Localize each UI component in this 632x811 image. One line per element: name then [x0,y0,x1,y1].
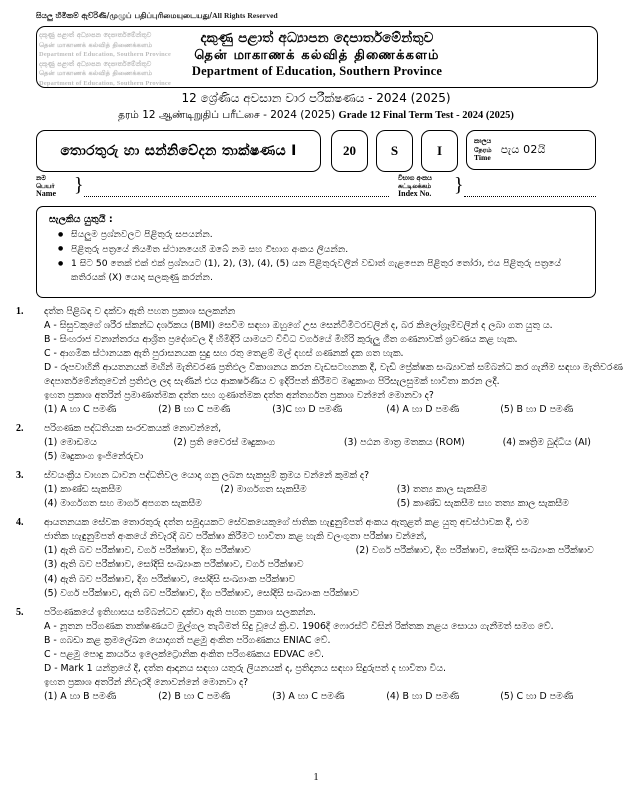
question-3-option-1[interactable]: (1) කාණ්ඩ සැකසීම [44,483,122,495]
question-2-option-5[interactable]: (5) මෘදුකාංග ඉංජිනේරුවා [44,451,144,462]
question-4-options [0,544,632,602]
question-1-option-2[interactable]: (2) B හා C පමණි [158,404,231,415]
department-titles [37,27,597,79]
question-1-statement-d: D - රූපවාහිනී ආයතනයක් මඟින් මැතිවරණ ප්‍රතිඵල විකාශනය කරන වැඩසටහනක දී, වැඩි ප්‍රේක්ෂක සංඛ්‍යාවක් සම්බන්ධ කර ගැනීම සඳහා මැතිවරණ දෙපාර්තමේන්තුවෙන් ප්‍රතිඵල ලද සැණින් එය ආකර්ෂණීය ව ඉදිරිපත් කිරීමට මෘදුකාංග පිරිසැලසුමක් භාවිතා කරන ලදී. [44,362,623,387]
paper-code-box-3: I [421,130,458,172]
question-2-options [0,436,632,465]
question-2-number: 2. [16,422,24,434]
rights-tamil: முழுப் பதிப்புரிமையுடையது/ [109,11,213,20]
watermark-row-ta-1: தென் மாகாணக் கல்வித் திணைக்களம் [39,40,153,49]
question-5-tail: ඉහත ප්‍රකාශ අතරින් නිවැරදි නොවන්නේ මොනවා ද? [44,676,249,688]
question-5-statement-d: D - Mark 1 යන්ත්‍රයේ දී, දත්ත ආදානය සඳහා යතුරු ලියනයක් ද, ප්‍රතිදානය සඳහා සිදුරුපත් ද භාවිතා විය. [44,662,446,674]
question-1-options [0,403,632,418]
question-4-option-4[interactable]: (4) ඇති බව පරීක්ෂාව, දිග පරීක්ෂාව, සෝදිසි සංඛ්‍යාංක පරීක්ෂාව [44,573,296,585]
question-3 [0,469,632,512]
question-4-header [0,516,632,530]
question-4-option-3[interactable]: (3) ඇති බව පරීක්ෂාව, සෝදිසි සංඛ්‍යාංක පරීක්ෂාව, වර්ග පරීක්ෂාව [44,559,304,570]
question-5 [0,606,632,705]
question-2-header [0,422,632,436]
question-2-option-2[interactable]: (2) ප්‍රති වෛරස් මෘදුකාංග [173,436,275,448]
question-1-option-4[interactable]: (4) A හා D පමණි [386,404,460,415]
question-5-statement-a: A - නූතන පරිගණක තාක්ෂණයට මුල්ගල තැබීමත් සිදු වූයේ ක්‍රි.ව. 1906දී ෆොරස්ට් විසින් රික්තක නළය සොයා ගැනීමත් සමග වේ. [44,620,554,632]
question-5-option-5[interactable]: (5) C හා D පමණි [500,690,574,702]
time-value: පැය 02යි [500,143,546,156]
question-3-option-3[interactable]: (3) තත්‍ය කාල සැකසීම [396,483,488,495]
question-4-option-1[interactable]: (1) ඇති බව පරීක්ෂාව, වර්ග පරීක්ෂාව, දිග පරීක්ෂාව [44,544,251,556]
watermark-row-si-2: දකුණු පළාත් අධ්‍යාපන දෙපාර්තමේන්තුව [39,59,152,68]
question-4-number: 4. [16,516,24,528]
name-label-sinhala: නම [36,174,46,182]
rights-sinhala: සියලු හිමිකම් ඇව්රිණි/ [36,11,110,20]
question-3-option-2[interactable]: (2) මාර්ගගත සැකසීම [220,483,307,495]
department-banner [36,26,598,88]
index-label-sinhala: විභාග අංකය [398,174,432,182]
question-5-stem: පරිගණකයේ ඉතිහාසය සම්බන්ධව දක්වා ඇති පහත ප්‍රකාශ සලකන්න. [44,606,316,618]
question-1-option-5[interactable]: (5) B හා D පමණි [500,404,574,415]
question-2-option-3[interactable]: (3) පඨන මාත්‍ර මතකය (ROM) [343,436,465,448]
watermark-row-ta-2: தென் மாகாணக் கல்வித் திணைக்களம் [39,69,153,78]
page-number: 1 [313,772,319,783]
question-1-statement-b: B - සිංහරාජ වනාන්තරය ආශ්‍රිත ප්‍රදේශවල දී හිමිදිරි යාමයට විවිධ වර්ගයේ මිහිරි කුරුලු ගීත ගණනාවක් ශ්‍රවණය කළ හැක. [44,334,518,345]
question-4-option-5[interactable]: (5) වර්ග පරීක්ෂාව, ඇති බව පරීක්ෂාව, දිග පරීක්ෂාව, සෝදිසි සංඛ්‍යාංක පරීක්ෂාව [44,588,360,599]
index-label-english: Index No. [398,189,432,198]
question-3-number: 3. [16,469,24,481]
question-5-statement-b: B - ගබඩා කළ ක්‍රමලේඛන යොදාගත් පළමු අංකිත පරිගණකය ENIAC වේ. [44,634,331,646]
instruction-item: ● පිළිතුරු පත්‍රයේ නියමිත ස්ථානයෙහි ඔබේ නම සහ විභාග අංකය ලියන්න. [71,243,585,257]
instructions-title: සැලකිය යුතුයි : [49,214,113,225]
subject-code-row [36,130,596,172]
name-input[interactable] [84,196,389,197]
question-5-option-1[interactable]: (1) A හා B පමණි [44,690,117,702]
instructions-box [36,206,596,298]
index-number-input[interactable] [464,196,596,197]
question-2 [0,422,632,465]
exam-title-english: Grade 12 Final Term Test - 2024 (2025) [338,110,514,121]
question-1-stem: දත්ත පිළිබඳ ව දක්වා ඇති පහත ප්‍රකාශ සලකන්න [44,306,236,317]
subject-title-box: තොරතුරු හා සන්නිවේදන තාක්ෂණය I [36,130,321,172]
question-1-option-1[interactable]: (1) A හා C පමණි [44,404,117,415]
exam-title-sinhala: 12 ශ්‍රේණිය අවසාන වාර පරීක්ෂණය - 2024 (2025) [181,91,451,105]
paper-code-box-2: S [376,130,413,172]
question-5-statement-c: C - පළමු පොදු කාර්යය ඉලෙක්ට්‍රොනික අංකිත පරිගණකය EDVAC වේ. [44,648,324,660]
question-5-header [0,606,632,620]
watermark-row-si-1: දකුණු පළාත් අධ්‍යාපන දෙපාර්තමේන්තුව [39,31,152,39]
instruction-item: ● 1 සිට 50 තෙක් එක් එක් ප්‍රශ්නයට (1), 2), (3), (4), (5) යන පිළිතුරුවලින් වඩාත් ගැළපෙන පිළිතුර තෝරා, එය පිළිතුරු පත්‍රයේ කතිරයක් (X) යොදා සලකුණු කරන්න. [71,257,585,284]
watermark-row-en-2: Department of Education, Southern Province [39,79,172,87]
question-3-options [0,483,632,512]
question-4-stem-continued: ජාතික හැඳුනුම්පත් අංකයේ නිවැරදි බව පරීක්ෂා කිරීමට භාවිතා කළ හැකි වලංගුතා පරීක්ෂා වන්නේ, [44,530,427,542]
question-2-option-1[interactable]: (1) මොඩමය [44,436,97,448]
questions-container [0,305,632,708]
candidate-details-row [36,174,596,200]
question-1-header [0,305,632,319]
question-5-number: 5. [16,606,24,618]
department-title-sinhala: දකුණු පළාත් අධ්‍යාපන දෙපාර්තමේන්තුව [200,30,434,46]
question-2-stem: පරිගණක පද්ධතියක සංරචකයක් නොවන්නේ, [44,422,222,434]
question-4-stem: ආයතනයක සේවක තොරතුරු දත්ත සමුදායකට සේවකයෙකුගේ ජාතික හැඳුනුම්පත් අංකය ඇතුළත් කළ යුතු අවස්ථාවක දී, එම [44,516,529,528]
department-title-english: Department of Education, Southern Province [191,64,443,78]
department-title-tamil: தென் மாகாணக் கல்வித் திணைக்களம் [194,48,440,63]
question-1-option-3[interactable]: (3)C හා D පමණි [272,404,343,415]
index-brace-icon: } [454,174,464,196]
question-1-number: 1. [16,306,24,317]
rights-english: All Rights Reserved [212,11,278,20]
question-1-tail: ඉහත ප්‍රකාශ අතරින් ප්‍රමාණාත්මක දත්ත සහ ගුණාත්මක දත්ත අන්තර්ගත ප්‍රකාශ වන්නේ මොනවා ද? [44,390,434,401]
instruction-item: ● සියලුම ප්‍රශ්නවලට පිළිතුරු සපයන්න. [71,228,585,242]
question-5-option-3[interactable]: (3) A හා C පමණි [272,690,345,702]
question-5-option-2[interactable]: (2) B හා C පමණි [158,690,231,702]
time-label-tamil: நேரம் [474,145,492,154]
question-5-options [0,690,632,705]
question-4 [0,516,632,602]
question-3-header [0,469,632,483]
question-1-statement-c: C - ආගමික ස්ථානයක ඇති පුරාසනයක සුදු සහ රතු තෙළම් මල් දහස් ගණනක් දැක ගත හැක. [44,348,404,359]
time-labels [474,137,492,162]
index-number-label [398,174,432,198]
question-3-option-5[interactable]: (5) කාණ්ඩ සැකසීම සහ තත්‍ය කාල සැකසීම [396,498,569,509]
name-label-tamil: பெயர் [36,182,55,190]
instructions-list [49,228,585,284]
time-label-sinhala: කාලය [474,137,492,146]
question-1 [0,305,632,418]
question-3-option-4[interactable]: (4) මාර්ගගත සහ මාර්ග අපගත සැකසීම [44,498,202,509]
name-label [36,174,56,198]
name-label-english: Name [36,189,56,198]
question-4-option-2[interactable]: (2) වර්ග පරීක්ෂාව, දිග පරීක්ෂාව, සෝදිසි සංඛ්‍යාංක පරීක්ෂාව [355,544,594,556]
question-5-option-4[interactable]: (4) B හා D පමණි [386,690,460,702]
index-label-tamil: சுட்டிலக்கம் [398,182,431,190]
exam-title-tamil-english [0,108,632,123]
exam-title-tamil: தரம் 12 ஆண்டிறுதிப் பரீட்சை - 2024 (2025) [118,109,336,121]
all-rights-reserved-line [36,11,596,21]
watermark-row-en-1: Department of Education, Southern Province [39,51,172,59]
question-2-option-4[interactable]: (4) කෘත්‍රිම බුද්ධිය (AI) [502,436,591,448]
time-allowed-box [466,130,596,170]
time-label-english: Time [474,153,491,163]
paper-code-box-1: 20 [331,130,368,172]
name-brace-icon: } [74,174,84,196]
question-1-statement-a: A - සිසුවකුගේ ශරීර ස්කන්ධ දර්ශකය (BMI) සෙවීම සඳහා ඔහුගේ උස සෙන්ටිමීටරවලින් ද, බර කිලෝග්‍රෑම්වලින් ද ලබා ගත යුතු ය. [44,320,553,331]
question-3-stem: ස්වයංක්‍රීය වාහන ධාවන පද්ධතිවල යොදා ගනු ලබන සැකසුම් ක්‍රමය වන්නේ කුමක් ද? [44,469,370,481]
